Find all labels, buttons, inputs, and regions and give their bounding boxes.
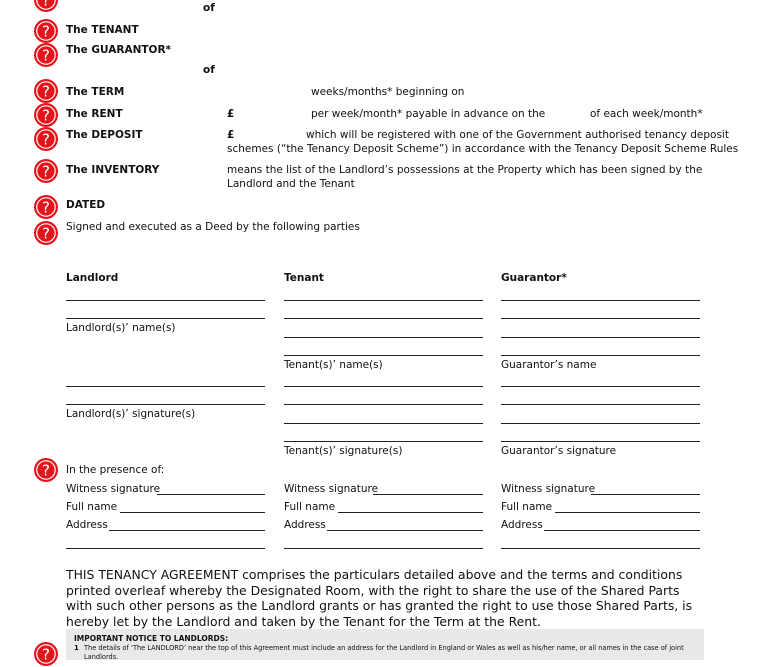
- deposit-text-2: schemes (“the Tenancy Deposit Scheme”) in accordance with the Tenancy Deposit Scheme Rules: [227, 143, 739, 155]
- tenant-signature-line[interactable]: [284, 386, 483, 387]
- guarantor-name-line[interactable]: [501, 300, 700, 301]
- of-label: of: [203, 2, 215, 14]
- help-icon[interactable]: [33, 78, 59, 104]
- notice-title: IMPORTANT NOTICE TO LANDLORDS:: [74, 634, 229, 643]
- help-icon[interactable]: [33, 158, 59, 184]
- tenant-name-line[interactable]: [284, 300, 483, 301]
- guarantor-signature-line[interactable]: [501, 386, 700, 387]
- term-text: weeks/months* beginning on: [311, 86, 465, 98]
- of-label: of: [203, 64, 215, 76]
- help-icon[interactable]: [33, 18, 59, 44]
- tenant-signatures-caption: Tenant(s)’ signature(s): [284, 445, 403, 457]
- tenant-signature-line[interactable]: [284, 423, 483, 424]
- address-field[interactable]: [284, 548, 483, 549]
- rent-label: The RENT: [66, 108, 123, 120]
- tenant-names-caption: Tenant(s)’ name(s): [284, 359, 383, 371]
- help-icon[interactable]: [33, 42, 59, 68]
- tenant-name-line[interactable]: [284, 337, 483, 338]
- notice-item-number: 1: [74, 644, 79, 652]
- tenant-name-line[interactable]: [284, 355, 483, 356]
- agreement-paragraph: THIS TENANCY AGREEMENT comprises the particulars detailed above and the terms and conditions printed overleaf whereby the Designated Room, with the right to share the use of the Shared Parts with such other persons as the Landlord grants or has granted the right to use those Shared Parts, is hereby let by the Landlord and taken by the Tenant for the Term at the Rent.: [66, 567, 693, 629]
- address-field[interactable]: [109, 530, 265, 531]
- rent-text: per week/month* payable in advance on the: [311, 108, 546, 120]
- landlord-signature-line[interactable]: [66, 404, 265, 405]
- inventory-label: The INVENTORY: [66, 164, 160, 176]
- dated-label: DATED: [66, 199, 106, 211]
- landlord-names-caption: Landlord(s)’ name(s): [66, 322, 176, 334]
- guarantor-label: The GUARANTOR*: [66, 44, 172, 56]
- tenant-signature-line[interactable]: [284, 441, 483, 442]
- help-icon[interactable]: [33, 220, 59, 246]
- rent-text-2: of each week/month*: [590, 108, 703, 120]
- landlord-name-line[interactable]: [66, 318, 265, 319]
- guarantor-signature-line[interactable]: [501, 404, 700, 405]
- tenant-heading: Tenant: [284, 272, 324, 284]
- guarantor-name-line[interactable]: [501, 337, 700, 338]
- witness-signature-label: Witness signature: [284, 483, 379, 495]
- full-name-label: Full name: [66, 501, 118, 513]
- help-icon[interactable]: [33, 102, 59, 128]
- address-field[interactable]: [66, 548, 265, 549]
- landlord-signature-line[interactable]: [66, 386, 265, 387]
- witness-signature-field[interactable]: [373, 494, 483, 495]
- tenant-signature-line[interactable]: [284, 404, 483, 405]
- term-label: The TERM: [66, 86, 125, 98]
- full-name-field[interactable]: [120, 512, 265, 513]
- notice-item-text: The details of ‘The LANDLORD’ near the top of this Agreement must include an address for the Landlord in England or Wales as well as his/her name, or all names in the case of joint Landlords.: [84, 644, 684, 660]
- guarantor-heading: Guarantor*: [501, 272, 567, 284]
- address-field[interactable]: [327, 530, 483, 531]
- address-label: Address: [66, 519, 108, 531]
- deposit-text-1: which will be registered with one of the Government authorised tenancy deposit: [306, 129, 729, 141]
- guarantor-signature-line[interactable]: [501, 423, 700, 424]
- landlord-signatures-caption: Landlord(s)’ signature(s): [66, 408, 196, 420]
- full-name-field[interactable]: [555, 512, 700, 513]
- full-name-field[interactable]: [338, 512, 483, 513]
- deposit-label: The DEPOSIT: [66, 129, 143, 141]
- guarantor-name-caption: Guarantor’s name: [501, 359, 597, 371]
- inventory-text-2: Landlord and the Tenant: [227, 178, 355, 190]
- tenant-label: The TENANT: [66, 24, 139, 36]
- deposit-currency: £: [227, 129, 235, 141]
- witness-signature-field[interactable]: [591, 494, 700, 495]
- rent-currency: £: [227, 108, 235, 120]
- help-icon[interactable]: [33, 0, 59, 13]
- tenant-name-line[interactable]: [284, 318, 483, 319]
- guarantor-name-line[interactable]: [501, 355, 700, 356]
- presence-label: In the presence of:: [66, 464, 165, 476]
- guarantor-signature-caption: Guarantor’s signature: [501, 445, 617, 457]
- witness-signature-label: Witness signature: [501, 483, 596, 495]
- address-label: Address: [284, 519, 326, 531]
- help-icon[interactable]: [33, 457, 59, 483]
- landlord-name-line[interactable]: [66, 300, 265, 301]
- important-notice-box: [66, 629, 704, 660]
- full-name-label: Full name: [284, 501, 336, 513]
- full-name-label: Full name: [501, 501, 553, 513]
- address-field[interactable]: [544, 530, 700, 531]
- help-icon[interactable]: [33, 126, 59, 152]
- guarantor-name-line[interactable]: [501, 318, 700, 319]
- help-icon[interactable]: [33, 641, 59, 667]
- landlord-heading: Landlord: [66, 272, 119, 284]
- help-icon[interactable]: [33, 194, 59, 220]
- address-field[interactable]: [501, 548, 700, 549]
- inventory-text-1: means the list of the Landlord’s possessions at the Property which has been signed by the: [227, 164, 703, 176]
- witness-signature-field[interactable]: [157, 494, 265, 495]
- guarantor-signature-line[interactable]: [501, 441, 700, 442]
- signed-text: Signed and executed as a Deed by the following parties: [66, 221, 360, 233]
- witness-signature-label: Witness signature: [66, 483, 161, 495]
- address-label: Address: [501, 519, 543, 531]
